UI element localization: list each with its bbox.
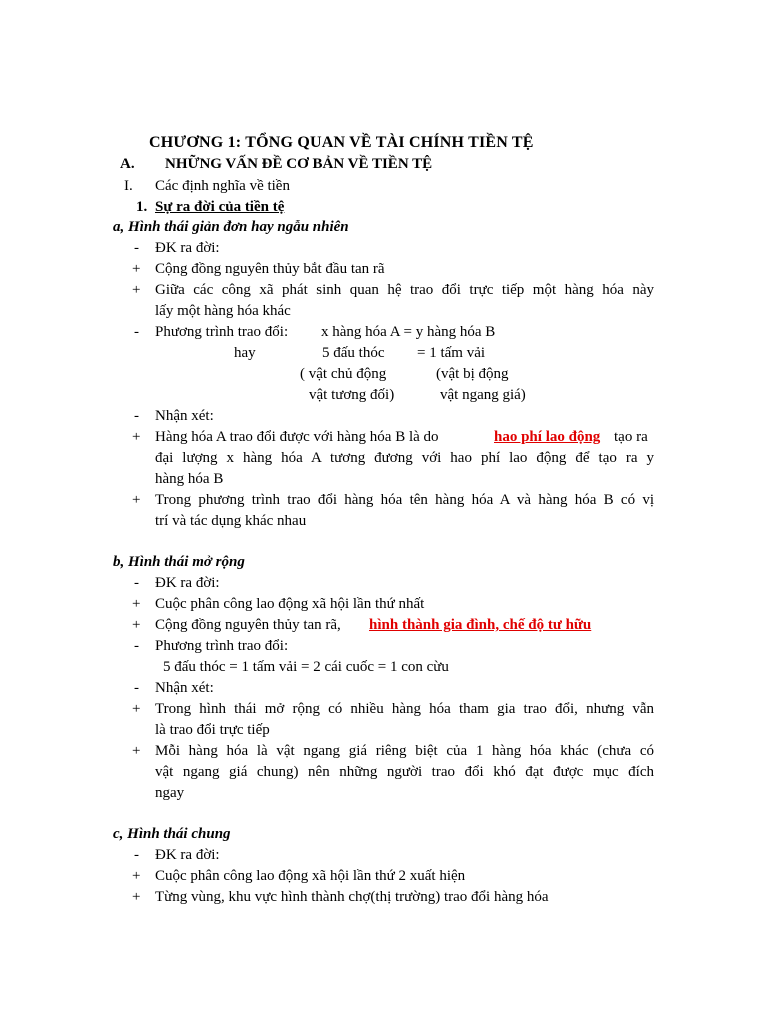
sec-a-line-1: ĐK ra đời: (155, 240, 220, 256)
part-i-heading: Các định nghĩa về tiền (155, 178, 290, 194)
sec-b-line-3-pre: Cộng đồng nguyên thủy tan rã, (155, 617, 341, 633)
sec-b-line-5: Nhận xét: (155, 680, 214, 696)
dash-marker: - (134, 680, 139, 696)
sec-b-line-4: Phương trình trao đổi: (155, 638, 289, 654)
part-a-heading: NHỮNG VẤN ĐỀ CƠ BẢN VỀ TIỀN TỆ (165, 156, 433, 172)
sec-b-line-6a: Trong hình thái mở rộng có nhiều hàng hóa tham gia trao đổi, nhưng vẫn (155, 701, 654, 717)
sec-a-line-4: Phương trình trao đổi: (155, 324, 289, 340)
equation-1: x hàng hóa A = y hàng hóa B (321, 324, 496, 340)
sec-b-line-7b: vật ngang giá chung) nên những người trao đổi khó đạt được mục đích (155, 764, 654, 780)
sec-a-line-7b: trí và tác dụng khác nhau (155, 513, 307, 529)
sec-a-line-3b: lấy một hàng hóa khác (155, 303, 291, 319)
sec-b-line-2: Cuộc phân công lao động xã hội lần thứ nhất (155, 596, 425, 612)
dash-marker: - (134, 575, 139, 591)
sec-b-line-1: ĐK ra đời: (155, 575, 220, 591)
sec-b-line-7a: Mỗi hàng hóa là vật ngang giá riêng biệt của 1 hàng hóa khác (chưa có (155, 743, 654, 759)
dash-marker: - (134, 240, 139, 256)
sec-b-line-6b: là trao đổi trực tiếp (155, 722, 270, 738)
sec-a-line-6a-pre: Hàng hóa A trao đổi được với hàng hóa B là do (155, 429, 439, 445)
dash-marker: - (134, 847, 139, 863)
plus-marker: + (132, 261, 141, 277)
plus-marker: + (132, 617, 141, 633)
sec-a-line-6c: hàng hóa B (155, 471, 224, 487)
part-i-marker: I. (124, 178, 133, 194)
sec-a-line-6b: đại lượng x hàng hóa A tương đương với hao phí lao động để tạo ra y (155, 450, 654, 466)
equation-4a: vật tương đối) (309, 387, 395, 403)
plus-marker: + (132, 596, 141, 612)
item-1-heading: Sự ra đời của tiền tệ (155, 199, 285, 215)
item-1-marker: 1. (136, 199, 148, 215)
equation-3b: (vật bị động (436, 366, 509, 382)
equation-2a: 5 đấu thóc (322, 345, 385, 361)
plus-marker: + (132, 868, 141, 884)
sec-a-line-6a-post: tạo ra (614, 429, 648, 445)
chapter-title: CHƯƠNG 1: TỔNG QUAN VỀ TÀI CHÍNH TIỀN TỆ (149, 134, 534, 151)
sec-c-line-1: ĐK ra đời: (155, 847, 220, 863)
sec-a-line-5: Nhận xét: (155, 408, 214, 424)
sec-c-line-3: Từng vùng, khu vực hình thành chợ(thị trường) trao đổi hàng hóa (155, 889, 549, 905)
equation-4b: vật ngang giá) (440, 387, 526, 403)
sec-a-line-7a: Trong phương trình trao đổi hàng hóa tên hàng hóa A và hàng hóa B có vị (155, 492, 654, 508)
plus-marker: + (132, 492, 141, 508)
sec-a-line-2: Cộng đồng nguyên thủy bắt đầu tan rã (155, 261, 385, 277)
dash-marker: - (134, 638, 139, 654)
sec-b-equation: 5 đấu thóc = 1 tấm vải = 2 cái cuốc = 1 con cừu (163, 659, 449, 675)
section-c-heading: c, Hình thái chung (113, 826, 231, 842)
highlight-hao-phi-lao-dong: hao phí lao động (494, 429, 601, 445)
sec-b-line-7c: ngay (155, 785, 185, 801)
equation-hay: hay (234, 345, 256, 361)
plus-marker: + (132, 429, 141, 445)
part-a-marker: A. (120, 156, 135, 172)
plus-marker: + (132, 743, 141, 759)
section-b-heading: b, Hình thái mở rộng (113, 554, 245, 570)
sec-c-line-2: Cuộc phân công lao động xã hội lần thứ 2 xuất hiện (155, 868, 466, 884)
plus-marker: + (132, 889, 141, 905)
plus-marker: + (132, 701, 141, 717)
dash-marker: - (134, 324, 139, 340)
section-a-heading: a, Hình thái giản đơn hay ngẫu nhiên (113, 219, 349, 235)
plus-marker: + (132, 282, 141, 298)
sec-a-line-3a: Giữa các công xã phát sinh quan hệ trao đổi trực tiếp một hàng hóa này (155, 282, 654, 298)
dash-marker: - (134, 408, 139, 424)
equation-2b: = 1 tấm vải (417, 345, 486, 361)
highlight-hinh-thanh-gia-dinh: hình thành gia đình, chế độ tư hữu (369, 617, 592, 633)
equation-3a: ( vật chủ động (300, 366, 387, 382)
